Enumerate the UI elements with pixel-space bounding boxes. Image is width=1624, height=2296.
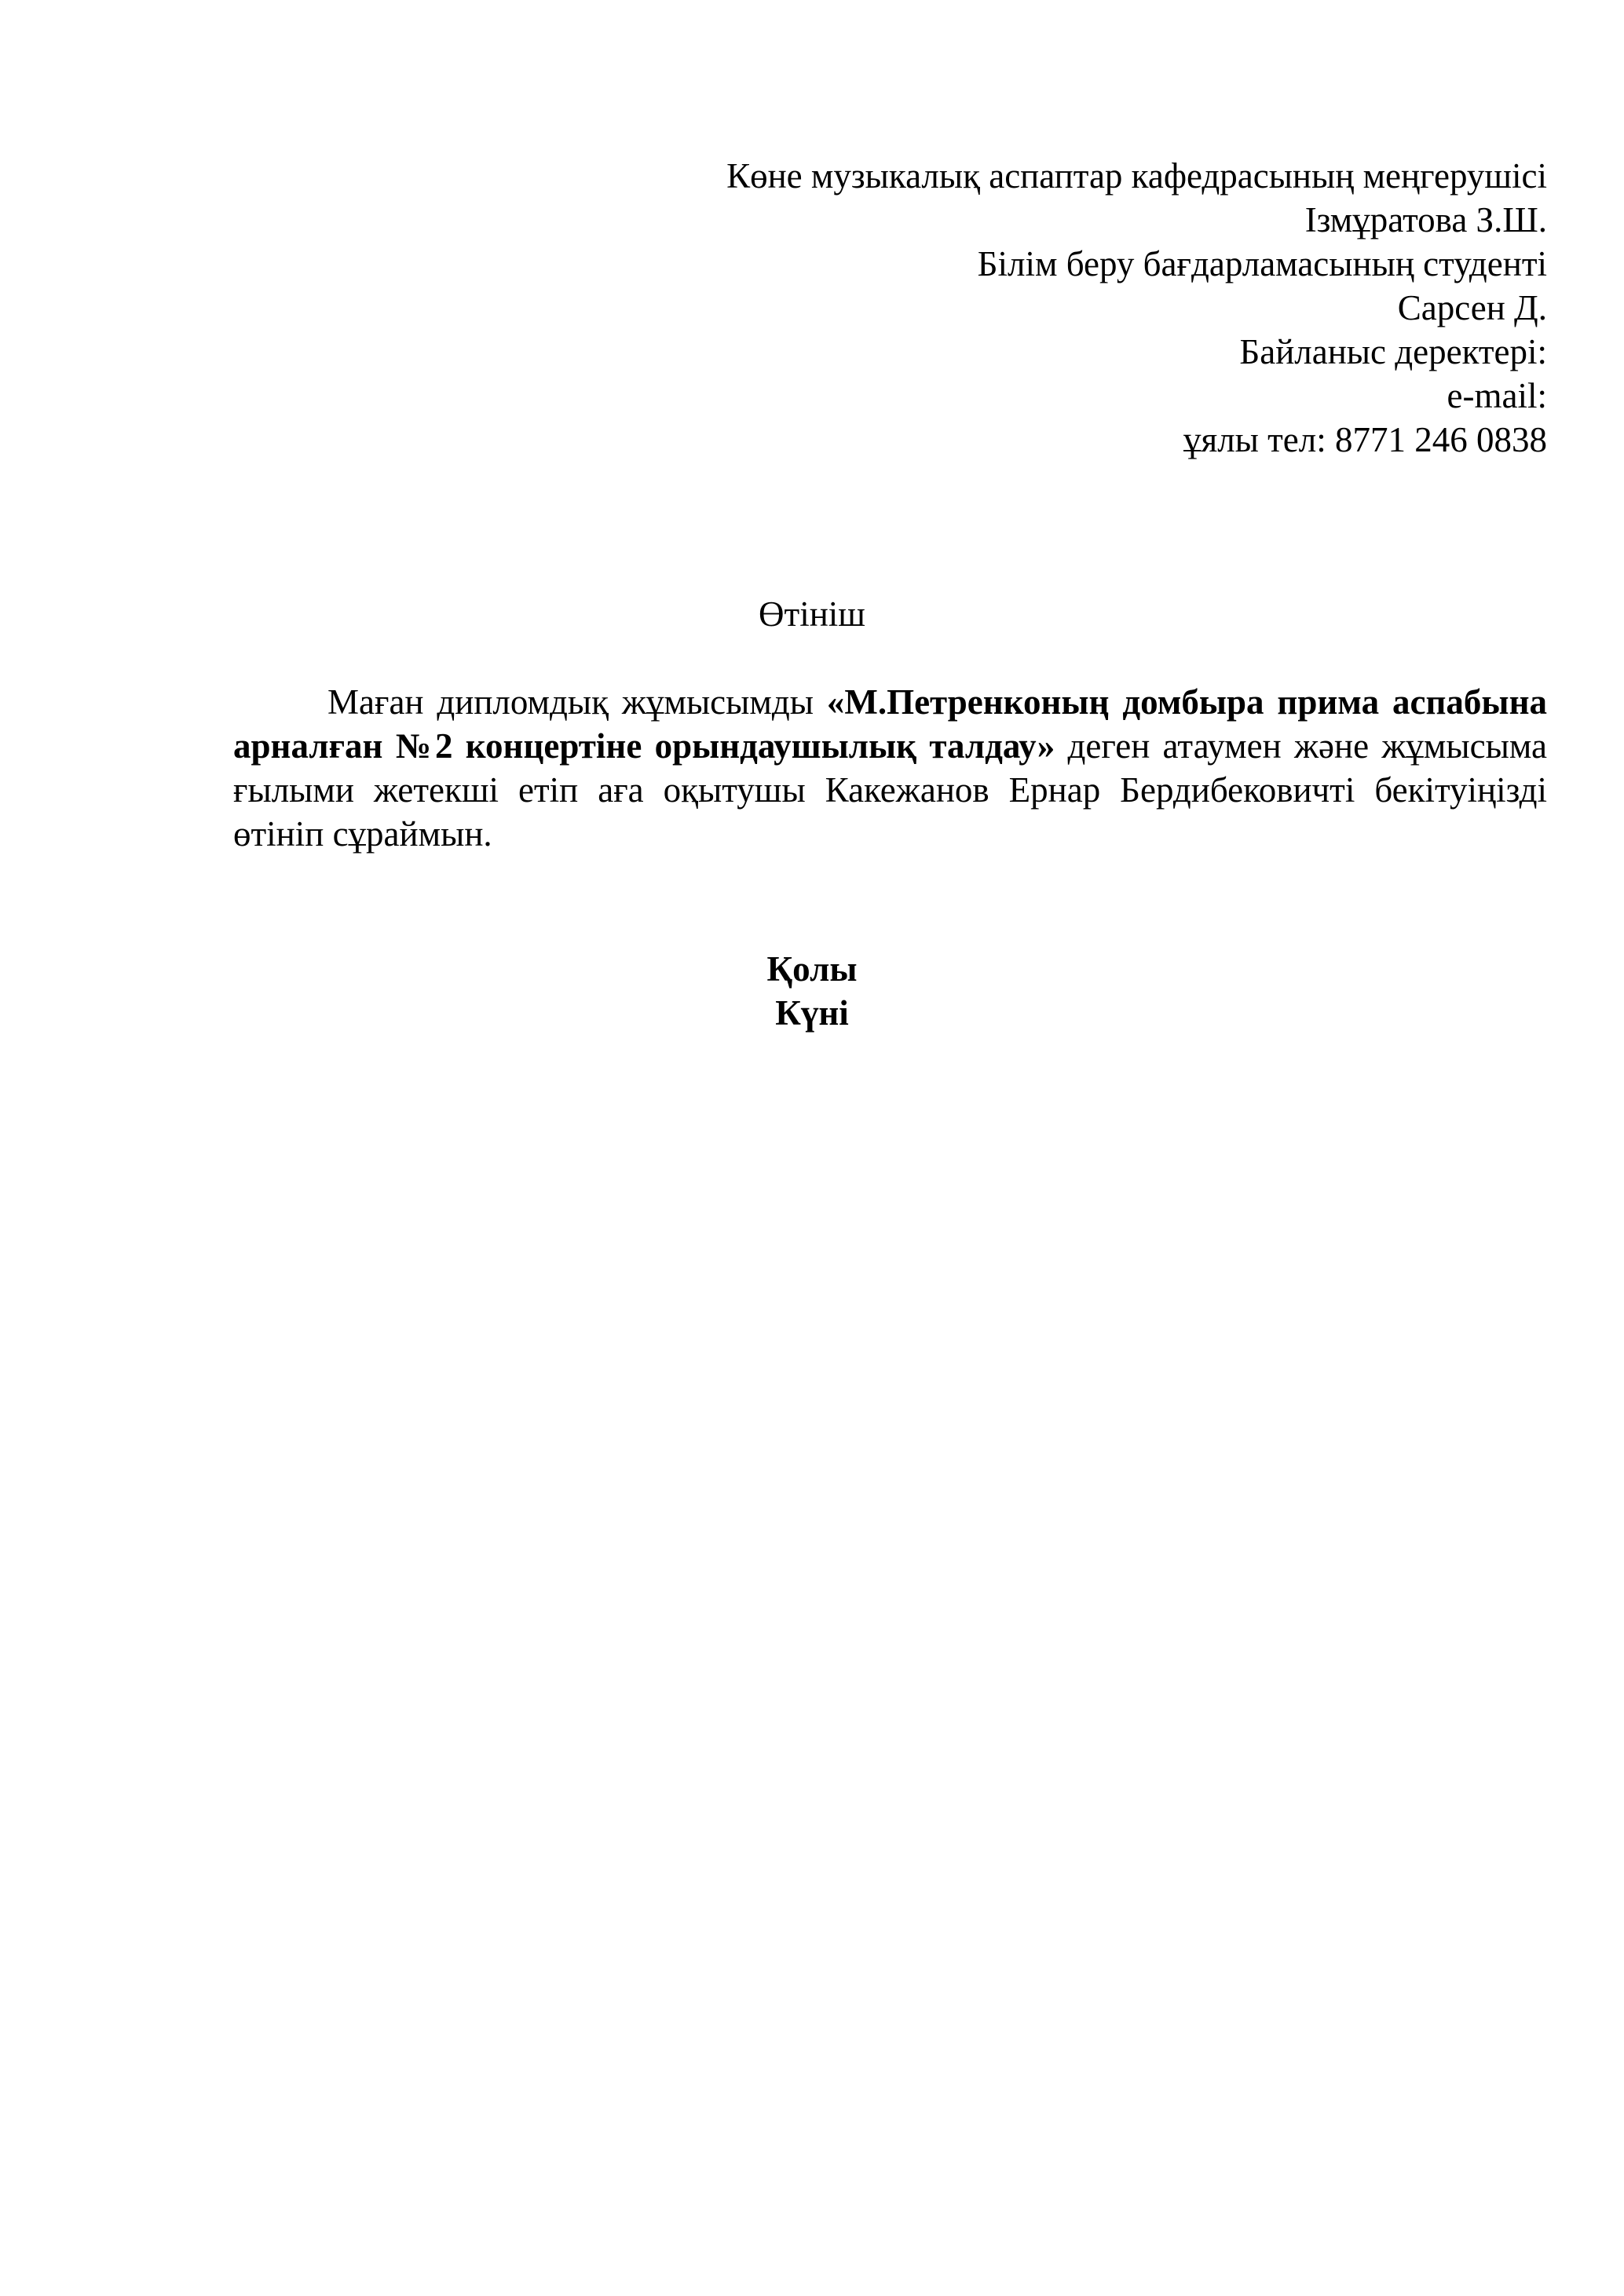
thesis-title: «М.Петренконың домбыра прима аспабына арналған №2 концертіне орындаушылық талдау» xyxy=(233,682,1547,766)
student-name: Сарсен Д. xyxy=(1397,288,1547,327)
addressee-block xyxy=(448,154,1547,462)
body-intro: Маған дипломдық жұмысымды xyxy=(327,682,827,722)
student-program-title: Білім беру бағдарламасының студенті xyxy=(977,244,1547,283)
signature-label: Қолы xyxy=(766,949,858,989)
contact-details-label: Байланыс деректері: xyxy=(1239,332,1547,371)
phone-line: ұялы тел: 8771 246 0838 xyxy=(1183,420,1547,459)
email-line: e-mail: xyxy=(1447,376,1547,415)
body-rest: деген атаумен және жұмысыма ғылыми жетекші етіп аға оқытушы Какежанов Ернар Бердибековичті бекітуіңізді өтініп сұраймын. xyxy=(233,726,1547,854)
document-title: Өтініш xyxy=(759,594,865,634)
department-head-name: Ізмұратова З.Ш. xyxy=(1304,200,1547,239)
department-head-title: Көне музыкалық аспаптар кафедрасының меңгерушісі xyxy=(726,156,1547,196)
date-label: Күні xyxy=(775,993,849,1033)
signature-block xyxy=(0,947,1624,1035)
application-body xyxy=(233,680,1547,856)
